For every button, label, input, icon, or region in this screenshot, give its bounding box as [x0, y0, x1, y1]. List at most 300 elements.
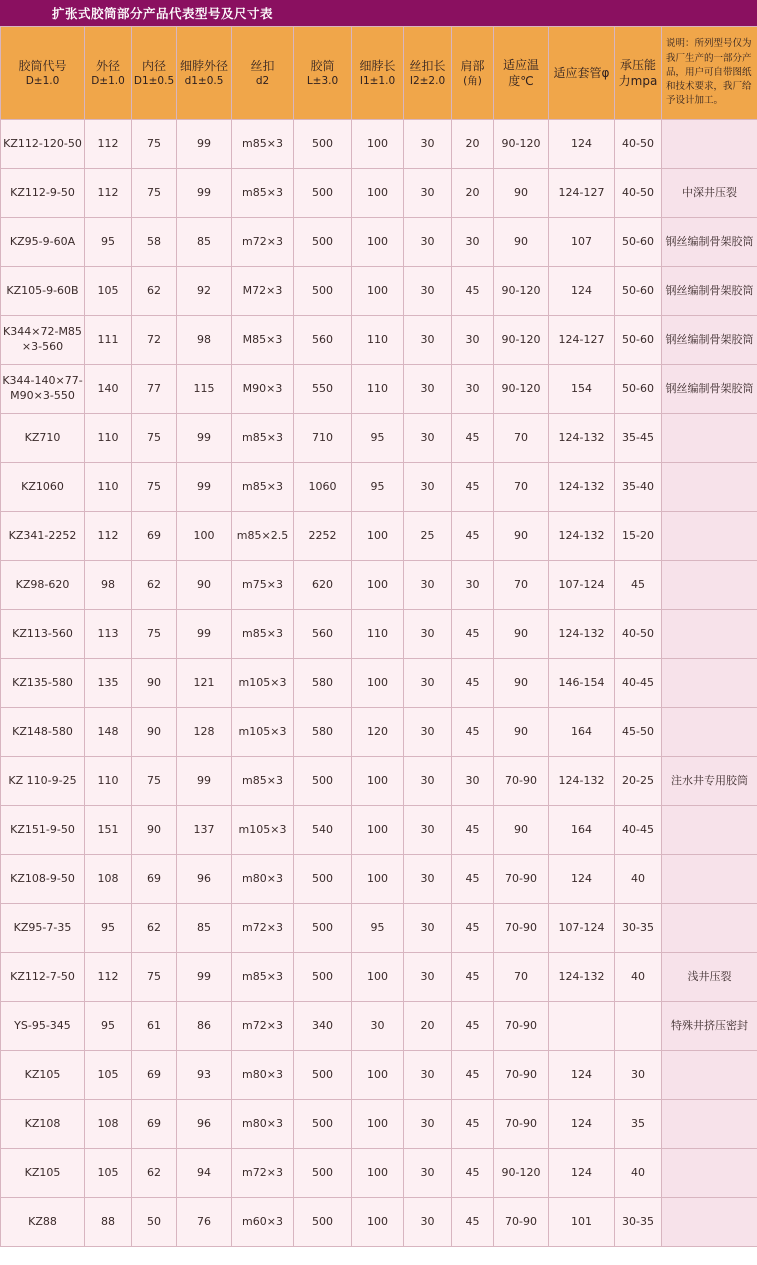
table-row: [1, 316, 757, 365]
cell-note: 注水井专用胶筒: [662, 757, 757, 806]
cell-od: 113: [85, 610, 132, 659]
cell-thread: m85×2.5: [232, 512, 294, 561]
cell-neck-od: 99: [177, 953, 232, 1002]
cell-temperature: 90-120: [494, 120, 549, 169]
cell-pressure: 30-35: [615, 1198, 662, 1247]
cell-od: 95: [85, 904, 132, 953]
cell-code: KZ108-9-50: [1, 855, 85, 904]
page-title: 扩张式胶筒部分产品代表型号及尺寸表: [0, 0, 757, 26]
cell-thread: m72×3: [232, 1002, 294, 1051]
cell-neck-od: 128: [177, 708, 232, 757]
cell-code: KZ95-9-60A: [1, 218, 85, 267]
cell-od: 110: [85, 757, 132, 806]
cell-thread-length: 30: [404, 316, 452, 365]
cell-temperature: 90: [494, 610, 549, 659]
cell-id: 72: [132, 316, 177, 365]
cell-length: 500: [294, 1149, 352, 1198]
cell-od: 140: [85, 365, 132, 414]
cell-neck-length: 100: [352, 659, 404, 708]
cell-thread-length: 30: [404, 267, 452, 316]
cell-neck-od: 96: [177, 855, 232, 904]
cell-pressure: 35-45: [615, 414, 662, 463]
cell-pressure: 40: [615, 953, 662, 1002]
cell-pressure: 40: [615, 855, 662, 904]
cell-pressure: 30: [615, 1051, 662, 1100]
cell-neck-length: 100: [352, 953, 404, 1002]
cell-length: 580: [294, 708, 352, 757]
cell-shoulder: 45: [452, 659, 494, 708]
cell-shoulder: 30: [452, 757, 494, 806]
cell-length: 500: [294, 1051, 352, 1100]
cell-thread: m105×3: [232, 806, 294, 855]
cell-length: 580: [294, 659, 352, 708]
specification-table: [0, 26, 757, 1247]
header-thread-length-label: 丝扣长: [409, 58, 446, 73]
cell-temperature: 70: [494, 463, 549, 512]
table-row: [1, 757, 757, 806]
cell-id: 75: [132, 414, 177, 463]
cell-neck-length: 100: [352, 561, 404, 610]
cell-id: 75: [132, 169, 177, 218]
cell-casing: 107: [549, 218, 615, 267]
header-shoulder-unit: (角): [463, 75, 482, 87]
cell-neck-length: 30: [352, 1002, 404, 1051]
cell-shoulder: 30: [452, 561, 494, 610]
cell-length: 540: [294, 806, 352, 855]
cell-note: [662, 855, 757, 904]
cell-length: 500: [294, 855, 352, 904]
cell-neck-length: 100: [352, 757, 404, 806]
cell-thread: m85×3: [232, 169, 294, 218]
cell-temperature: 90: [494, 708, 549, 757]
cell-id: 90: [132, 708, 177, 757]
cell-note: [662, 708, 757, 757]
cell-thread-length: 30: [404, 463, 452, 512]
cell-shoulder: 45: [452, 267, 494, 316]
cell-length: 500: [294, 953, 352, 1002]
header-od-tolerance: D±1.0: [91, 75, 125, 87]
cell-note: 钢丝编制骨架胶筒: [662, 365, 757, 414]
cell-note: 中深井压裂: [662, 169, 757, 218]
cell-shoulder: 30: [452, 365, 494, 414]
cell-id: 69: [132, 1100, 177, 1149]
cell-code: K344-140×77-M90×3-550: [1, 365, 85, 414]
cell-pressure: 20-25: [615, 757, 662, 806]
cell-casing: 164: [549, 806, 615, 855]
header-cell-od: [85, 27, 132, 120]
cell-pressure: 30-35: [615, 904, 662, 953]
cell-thread: m72×3: [232, 218, 294, 267]
cell-thread-length: 30: [404, 169, 452, 218]
cell-id: 75: [132, 120, 177, 169]
cell-id: 77: [132, 365, 177, 414]
cell-neck-length: 95: [352, 414, 404, 463]
cell-code: KZ112-7-50: [1, 953, 85, 1002]
header-neck-length-label: 细脖长: [359, 58, 396, 73]
cell-neck-od: 90: [177, 561, 232, 610]
cell-pressure: 40-45: [615, 659, 662, 708]
cell-neck-length: 110: [352, 610, 404, 659]
cell-length: 620: [294, 561, 352, 610]
cell-note: [662, 120, 757, 169]
cell-code: KZ1060: [1, 463, 85, 512]
cell-id: 50: [132, 1198, 177, 1247]
header-thread-length-tolerance: I2±2.0: [409, 75, 446, 87]
cell-code: KZ105: [1, 1149, 85, 1198]
cell-casing: 124-127: [549, 169, 615, 218]
cell-code: KZ105-9-60B: [1, 267, 85, 316]
cell-shoulder: 45: [452, 855, 494, 904]
cell-thread: m80×3: [232, 855, 294, 904]
cell-pressure: 50-60: [615, 218, 662, 267]
cell-length: 500: [294, 904, 352, 953]
table-row: [1, 1100, 757, 1149]
cell-temperature: 70-90: [494, 855, 549, 904]
cell-id: 75: [132, 610, 177, 659]
cell-thread-length: 30: [404, 561, 452, 610]
cell-casing: 124-132: [549, 610, 615, 659]
header-code-label: 胶筒代号: [18, 58, 67, 73]
cell-pressure: 45-50: [615, 708, 662, 757]
cell-shoulder: 45: [452, 1149, 494, 1198]
cell-pressure: 50-60: [615, 365, 662, 414]
header-length-label: 胶筒: [310, 58, 335, 73]
cell-thread: m85×3: [232, 463, 294, 512]
cell-shoulder: 45: [452, 1198, 494, 1247]
cell-note: [662, 1051, 757, 1100]
cell-neck-length: 100: [352, 218, 404, 267]
cell-code: KZ 110-9-25: [1, 757, 85, 806]
cell-note: 钢丝编制骨架胶筒: [662, 316, 757, 365]
cell-code: KZ710: [1, 414, 85, 463]
header-pressure-label: 承压能力mpa: [618, 57, 658, 88]
cell-neck-length: 100: [352, 1149, 404, 1198]
cell-od: 148: [85, 708, 132, 757]
cell-neck-length: 120: [352, 708, 404, 757]
cell-temperature: 70: [494, 953, 549, 1002]
cell-pressure: 40-50: [615, 610, 662, 659]
table-row: [1, 953, 757, 1002]
cell-thread: M72×3: [232, 267, 294, 316]
cell-id: 69: [132, 512, 177, 561]
cell-length: 500: [294, 267, 352, 316]
cell-thread-length: 30: [404, 365, 452, 414]
cell-length: 1060: [294, 463, 352, 512]
cell-note: [662, 414, 757, 463]
cell-thread-length: 30: [404, 120, 452, 169]
cell-od: 112: [85, 120, 132, 169]
cell-code: KZ88: [1, 1198, 85, 1247]
cell-shoulder: 45: [452, 904, 494, 953]
cell-pressure: 40-50: [615, 120, 662, 169]
header-row: [1, 27, 757, 120]
header-shoulder-label: 肩部: [460, 58, 485, 73]
header-cell-casing: [549, 27, 615, 120]
cell-neck-length: 100: [352, 806, 404, 855]
cell-temperature: 90-120: [494, 316, 549, 365]
cell-length: 500: [294, 1198, 352, 1247]
cell-temperature: 90-120: [494, 1149, 549, 1198]
cell-temperature: 70-90: [494, 757, 549, 806]
cell-od: 108: [85, 1100, 132, 1149]
cell-casing: 164: [549, 708, 615, 757]
cell-length: 500: [294, 1100, 352, 1149]
cell-casing: 124-132: [549, 463, 615, 512]
cell-shoulder: 45: [452, 463, 494, 512]
cell-temperature: 70-90: [494, 1198, 549, 1247]
table-row: [1, 1198, 757, 1247]
cell-thread-length: 30: [404, 806, 452, 855]
cell-temperature: 90-120: [494, 365, 549, 414]
cell-id: 90: [132, 659, 177, 708]
cell-length: 500: [294, 218, 352, 267]
cell-pressure: 40-45: [615, 806, 662, 855]
cell-id: 69: [132, 855, 177, 904]
cell-note: [662, 1100, 757, 1149]
cell-thread-length: 30: [404, 953, 452, 1002]
cell-od: 105: [85, 267, 132, 316]
cell-od: 105: [85, 1051, 132, 1100]
cell-neck-od: 121: [177, 659, 232, 708]
cell-shoulder: 45: [452, 1051, 494, 1100]
cell-thread: m80×3: [232, 1100, 294, 1149]
cell-neck-od: 99: [177, 169, 232, 218]
table-row: [1, 463, 757, 512]
table-row: [1, 855, 757, 904]
cell-code: KZ95-7-35: [1, 904, 85, 953]
cell-od: 135: [85, 659, 132, 708]
cell-pressure: 35-40: [615, 463, 662, 512]
header-code-tolerance: D±1.0: [25, 75, 60, 87]
cell-note: [662, 561, 757, 610]
cell-thread-length: 30: [404, 610, 452, 659]
cell-code: KZ341-2252: [1, 512, 85, 561]
cell-shoulder: 20: [452, 169, 494, 218]
table-row: [1, 267, 757, 316]
cell-code: KZ105: [1, 1051, 85, 1100]
cell-note: [662, 512, 757, 561]
cell-neck-length: 100: [352, 1051, 404, 1100]
cell-od: 95: [85, 218, 132, 267]
cell-length: 500: [294, 169, 352, 218]
cell-length: 500: [294, 757, 352, 806]
cell-thread-length: 30: [404, 218, 452, 267]
cell-code: KZ112-120-50: [1, 120, 85, 169]
table-row: [1, 414, 757, 463]
cell-temperature: 70-90: [494, 1051, 549, 1100]
cell-neck-od: 99: [177, 757, 232, 806]
cell-thread: m60×3: [232, 1198, 294, 1247]
cell-od: 110: [85, 414, 132, 463]
cell-casing: 124: [549, 1100, 615, 1149]
cell-thread-length: 30: [404, 757, 452, 806]
cell-temperature: 70: [494, 414, 549, 463]
table-row: [1, 120, 757, 169]
cell-neck-od: 96: [177, 1100, 232, 1149]
cell-pressure: 40: [615, 1149, 662, 1198]
cell-code: KZ148-580: [1, 708, 85, 757]
cell-thread-length: 30: [404, 1051, 452, 1100]
cell-casing: 124: [549, 120, 615, 169]
table-body: [1, 120, 757, 1247]
cell-id: 62: [132, 267, 177, 316]
cell-shoulder: 30: [452, 218, 494, 267]
cell-code: KZ151-9-50: [1, 806, 85, 855]
table-row: [1, 610, 757, 659]
header-id-tolerance: D1±0.5: [133, 75, 175, 87]
cell-temperature: 90: [494, 512, 549, 561]
cell-length: 560: [294, 610, 352, 659]
cell-neck-length: 100: [352, 1100, 404, 1149]
cell-length: 550: [294, 365, 352, 414]
cell-shoulder: 45: [452, 414, 494, 463]
cell-thread-length: 30: [404, 1100, 452, 1149]
table-row: [1, 218, 757, 267]
cell-neck-od: 137: [177, 806, 232, 855]
header-casing-label: 适应套管φ: [553, 65, 610, 80]
table-row: [1, 561, 757, 610]
cell-id: 62: [132, 904, 177, 953]
cell-id: 61: [132, 1002, 177, 1051]
cell-shoulder: 30: [452, 316, 494, 365]
cell-neck-od: 93: [177, 1051, 232, 1100]
cell-id: 75: [132, 953, 177, 1002]
header-cell-thread-length: [404, 27, 452, 120]
cell-thread: m80×3: [232, 1051, 294, 1100]
cell-thread: m75×3: [232, 561, 294, 610]
cell-thread: m72×3: [232, 904, 294, 953]
table-row: [1, 365, 757, 414]
cell-temperature: 70-90: [494, 1002, 549, 1051]
cell-thread-length: 20: [404, 1002, 452, 1051]
header-neck-length-tolerance: I1±1.0: [359, 75, 396, 87]
cell-neck-od: 99: [177, 610, 232, 659]
cell-thread: M90×3: [232, 365, 294, 414]
cell-casing: 124-132: [549, 757, 615, 806]
cell-thread-length: 25: [404, 512, 452, 561]
header-cell-pressure: [615, 27, 662, 120]
cell-od: 112: [85, 169, 132, 218]
header-id-label: 内径: [141, 58, 166, 73]
cell-id: 90: [132, 806, 177, 855]
cell-neck-od: 115: [177, 365, 232, 414]
header-cell-shoulder: [452, 27, 494, 120]
table-row: [1, 1002, 757, 1051]
header-cell-code: [1, 27, 85, 120]
cell-neck-length: 100: [352, 120, 404, 169]
cell-temperature: 90: [494, 169, 549, 218]
cell-length: 340: [294, 1002, 352, 1051]
cell-thread-length: 30: [404, 1149, 452, 1198]
cell-thread: m85×3: [232, 610, 294, 659]
cell-thread: M85×3: [232, 316, 294, 365]
cell-thread-length: 30: [404, 855, 452, 904]
cell-neck-od: 99: [177, 414, 232, 463]
cell-id: 62: [132, 1149, 177, 1198]
cell-neck-length: 95: [352, 904, 404, 953]
cell-thread-length: 30: [404, 659, 452, 708]
header-neck-od-tolerance: d1±0.5: [184, 75, 224, 87]
cell-note: [662, 1198, 757, 1247]
header-cell-temperature: [494, 27, 549, 120]
cell-code: K344×72-M85×3-560: [1, 316, 85, 365]
cell-casing: 146-154: [549, 659, 615, 708]
header-od-label: 外径: [95, 58, 120, 73]
header-cell-neck-od: [177, 27, 232, 120]
cell-casing: 124-127: [549, 316, 615, 365]
cell-pressure: 35: [615, 1100, 662, 1149]
cell-temperature: 90: [494, 806, 549, 855]
cell-casing: 124-132: [549, 953, 615, 1002]
cell-code: KZ113-560: [1, 610, 85, 659]
cell-casing: 124: [549, 1149, 615, 1198]
cell-temperature: 70: [494, 561, 549, 610]
cell-od: 111: [85, 316, 132, 365]
cell-length: 500: [294, 120, 352, 169]
cell-thread: m85×3: [232, 757, 294, 806]
cell-casing: 124: [549, 855, 615, 904]
cell-casing: 124: [549, 1051, 615, 1100]
cell-od: 88: [85, 1198, 132, 1247]
cell-temperature: 70-90: [494, 904, 549, 953]
cell-thread: m72×3: [232, 1149, 294, 1198]
cell-thread-length: 30: [404, 708, 452, 757]
cell-pressure: 50-60: [615, 267, 662, 316]
table-header: [1, 27, 757, 120]
cell-note: [662, 610, 757, 659]
header-cell-id: [132, 27, 177, 120]
cell-neck-length: 100: [352, 1198, 404, 1247]
cell-temperature: 90: [494, 218, 549, 267]
cell-pressure: [615, 1002, 662, 1051]
cell-pressure: 40-50: [615, 169, 662, 218]
cell-shoulder: 20: [452, 120, 494, 169]
cell-note: 浅井压裂: [662, 953, 757, 1002]
table-row: [1, 806, 757, 855]
cell-casing: 124-132: [549, 414, 615, 463]
cell-id: 75: [132, 757, 177, 806]
cell-od: 108: [85, 855, 132, 904]
cell-code: KZ112-9-50: [1, 169, 85, 218]
cell-thread: m85×3: [232, 120, 294, 169]
cell-note: [662, 1149, 757, 1198]
table-row: [1, 1149, 757, 1198]
cell-note: 钢丝编制骨架胶筒: [662, 267, 757, 316]
cell-neck-length: 100: [352, 169, 404, 218]
header-cell-thread: [232, 27, 294, 120]
cell-temperature: 90: [494, 659, 549, 708]
cell-pressure: 15-20: [615, 512, 662, 561]
cell-note: 钢丝编制骨架胶筒: [662, 218, 757, 267]
cell-casing: 101: [549, 1198, 615, 1247]
cell-code: KZ108: [1, 1100, 85, 1149]
header-temperature-label: 适应温度℃: [502, 57, 539, 88]
cell-neck-od: 85: [177, 904, 232, 953]
cell-shoulder: 45: [452, 1002, 494, 1051]
cell-note: [662, 659, 757, 708]
cell-thread-length: 30: [404, 904, 452, 953]
cell-neck-length: 100: [352, 267, 404, 316]
cell-neck-od: 100: [177, 512, 232, 561]
table-row: [1, 169, 757, 218]
cell-note: [662, 806, 757, 855]
table-row: [1, 659, 757, 708]
cell-id: 69: [132, 1051, 177, 1100]
cell-thread: m85×3: [232, 953, 294, 1002]
header-thread-symbol: d2: [255, 75, 270, 87]
header-cell-neck-length: [352, 27, 404, 120]
cell-shoulder: 45: [452, 610, 494, 659]
